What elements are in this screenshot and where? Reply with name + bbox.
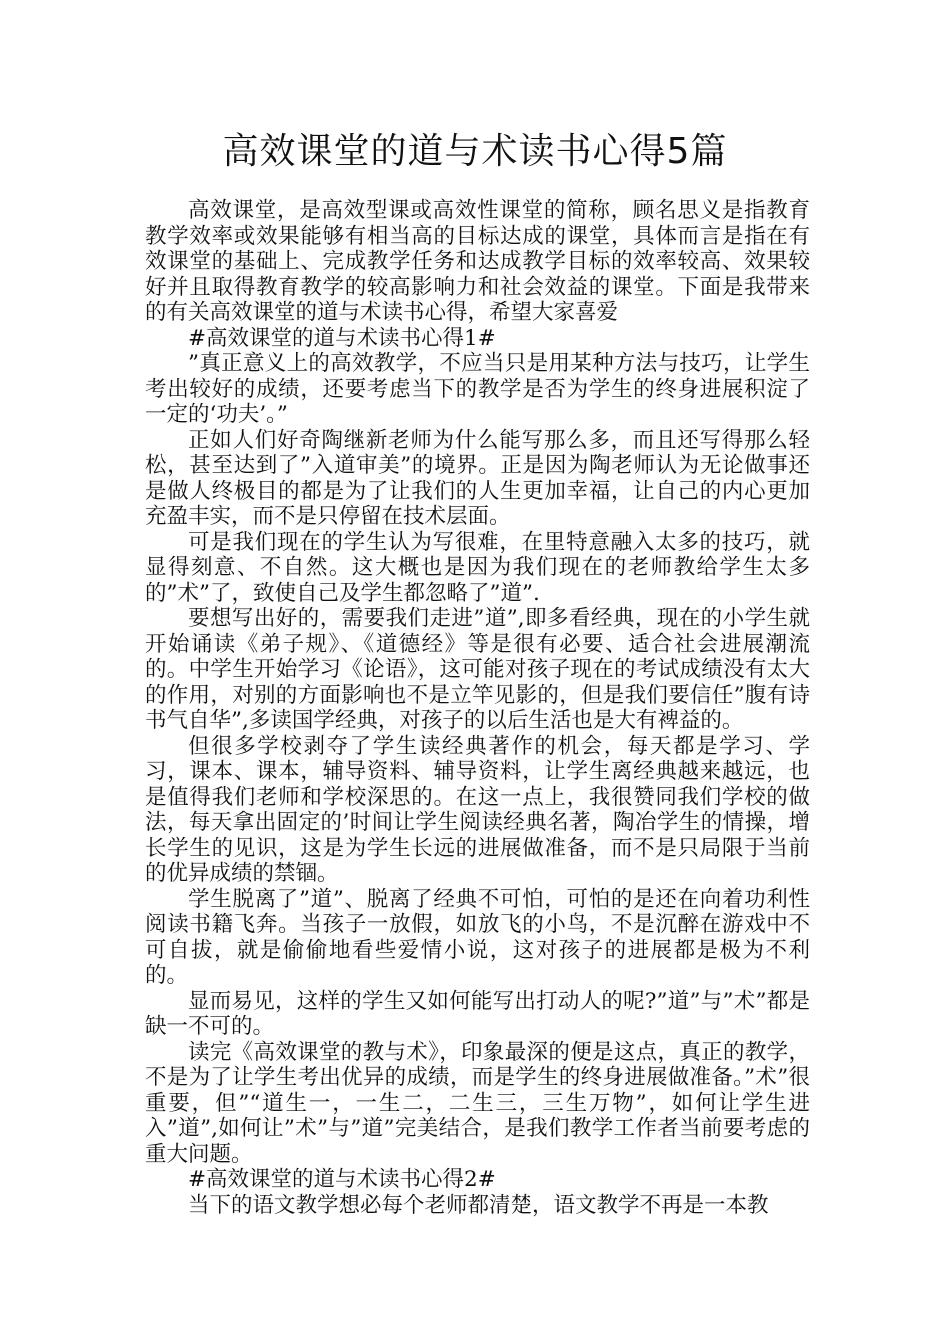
paragraph: 可是我们现在的学生认为写很难，在里特意融入太多的技巧，就显得刻意、不自然。这大概也是因为我们现在的老师教给学生太多的”术”了，致使自己及学生都忽略了”道”. <box>145 529 810 606</box>
document-title: 高效课堂的道与术读书心得5篇 <box>222 131 728 172</box>
paragraph: 读完《高效课堂的教与术》，印象最深的便是这点，真正的教学，不是为了让学生考出优异的成绩，而是学生的终身进展做准备。”术”很重要，但”“道生一，一生二，二生三，三生万物”，如何让学生进入”道”,如何让”术”与”道”完美结合，是我们教学工作者当前要考虑的重大问题。 <box>145 1039 810 1167</box>
paragraph: 显而易见，这样的学生又如何能写出打动人的呢?”道”与”术”都是缺一不可的。 <box>145 988 810 1039</box>
paragraph-intro: 高效课堂，是高效型课或高效性课堂的简称，顾名思义是指教育教学效率或效果能够有相当高的目标达成的课堂，具体而言是指在有效课堂的基础上、完成教学任务和达成教学目标的效率较高、效果较好并且取得教育教学的较高影响力和社会效益的课堂。下面是我带来的有关高效课堂的道与术读书心得，希望大家喜爱 <box>145 198 810 325</box>
paragraph: 学生脱离了”道”、脱离了经典不可怕，可怕的是还在向着功利性阅读书籍飞奔。当孩子一放假，如放飞的小鸟，不是沉醉在游戏中不可自拔，就是偷偷地看些爱情小说，这对孩子的进展都是极为不利的。 <box>145 886 810 988</box>
paragraph: ”真正意义上的高效教学，不应当只是用某种方法与技巧，让学生考出较好的成绩，还要考虑当下的教学是否为学生的终身进展积淀了一定的‘功夫’。” <box>145 351 810 427</box>
paragraph: 正如人们好奇陶继新老师为什么能写那么多，而且还写得那么轻松，甚至达到了”入道审美”的境界。正是因为陶老师认为无论做事还是做人终极目的都是为了让我们的人生更加幸福，让自己的内心更加充盈丰实，而不是只停留在技术层面。 <box>145 427 810 529</box>
paragraph: 要想写出好的，需要我们走进”道”,即多看经典，现在的小学生就开始诵读《弟子规》、《道德经》等是很有必要、适合社会进展潮流的。中学生开始学习《论语》，这可能对孩子现在的考试成绩没有太大的作用，对别的方面影响也不是立竿见影的，但是我们要信任”腹有诗书气自华”,多读国学经典，对孩子的以后生活也是大有裨益的。 <box>145 606 810 733</box>
document-body <box>145 198 810 1218</box>
paragraph: 当下的语文教学想必每个老师都清楚，语文教学不再是一本教 <box>188 1192 769 1218</box>
section-heading-1: #高效课堂的道与术读书心得1# <box>188 325 496 351</box>
paragraph: 但很多学校剥夺了学生读经典著作的机会，每天都是学习、学习，课本、课本，辅导资料、辅导资料，让学生离经典越来越远，也是值得我们老师和学校深思的。在这一点上，我很赞同我们学校的做法，每天拿出固定的’时间让学生阅读经典名著，陶冶学生的情操，增长学生的见识，这是为学生长远的进展做准备，而不是只局限于当前的优异成绩的禁锢。 <box>145 733 810 886</box>
section-heading-2: #高效课堂的道与术读书心得2# <box>188 1167 496 1192</box>
